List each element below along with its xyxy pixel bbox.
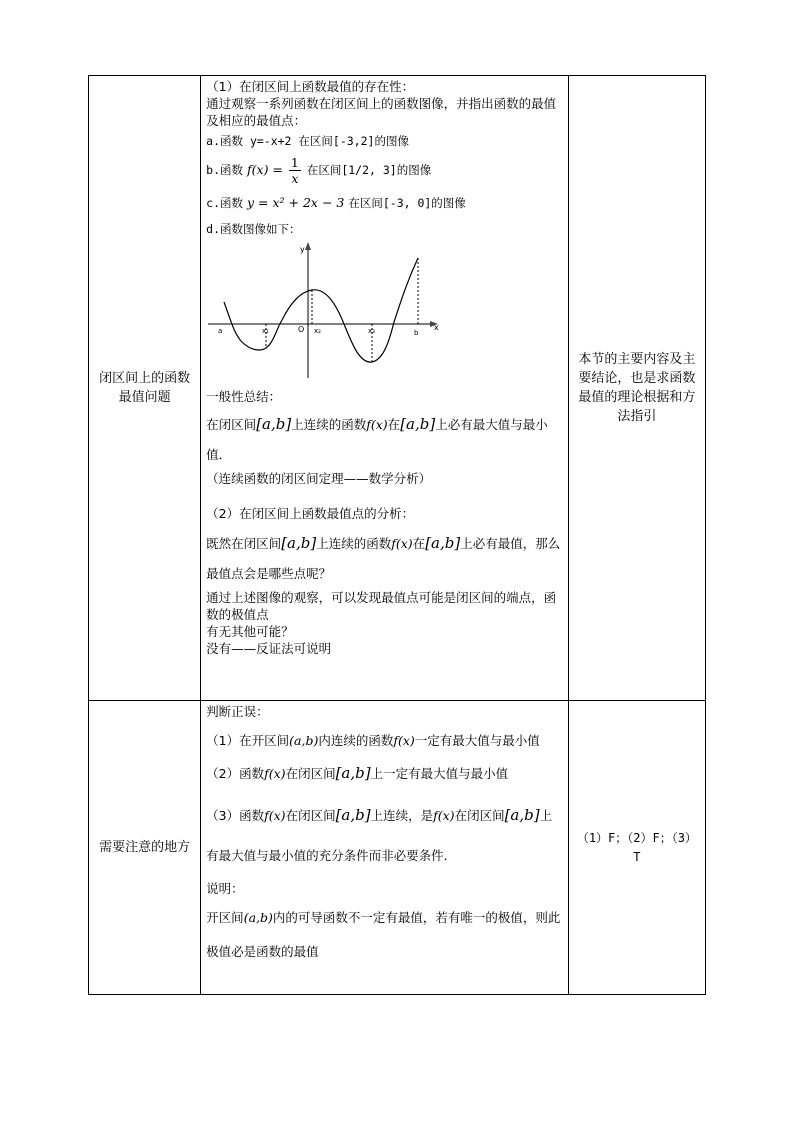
topic-cell xyxy=(89,701,201,995)
item-c-expr: y = x² + 2x − 3 xyxy=(247,195,345,210)
general-title: 一般性总结： xyxy=(206,389,282,404)
answer-cell xyxy=(568,701,705,995)
section-title: （2）在闭区间上函数最值点的分析： xyxy=(206,506,415,521)
fraction-den: x xyxy=(291,171,299,186)
text: 既然在闭区间 xyxy=(206,536,282,551)
function-graph xyxy=(206,238,446,386)
text: 在闭区间 xyxy=(454,808,505,823)
text: 在 xyxy=(387,417,401,432)
text: 在闭区间 xyxy=(285,766,336,781)
b-label: b xyxy=(414,329,419,337)
topic-text: 闭区间上的函数最值问题 xyxy=(99,371,191,405)
function-curve xyxy=(224,258,418,362)
general-note: （连续函数的闭区间定理——数学分析） xyxy=(206,471,432,486)
text: 在 xyxy=(412,536,426,551)
paragraph: 通过观察一系列函数在闭区间上的函数图像，并指出函数的最值及相应的最值点： xyxy=(206,96,557,128)
item-b-pre: b.函数 xyxy=(206,163,244,177)
text: 上有最大值与最小值的充分条件而非必要条件． xyxy=(206,808,553,863)
fx: f(x) xyxy=(264,808,286,823)
y-axis-arrow xyxy=(305,242,311,250)
a-label: a xyxy=(218,327,223,335)
interval-open: (a,b) xyxy=(289,733,319,748)
lesson-table xyxy=(88,75,706,995)
explain-title: 说明： xyxy=(206,881,244,896)
answer-text: （1）F；（2）F；（3）T xyxy=(576,830,697,864)
judge-title: 判断正误： xyxy=(206,704,269,719)
text: （2）函数 xyxy=(206,766,265,781)
item-c xyxy=(206,192,564,214)
content-cell xyxy=(201,76,569,701)
item-d xyxy=(206,220,564,238)
topic-text: 需要注意的地方 xyxy=(99,840,191,855)
origin-label: O xyxy=(298,325,305,334)
fx: f(x) xyxy=(393,733,415,748)
note-cell xyxy=(568,76,705,701)
text: 上一定有最大值与最小值 xyxy=(370,766,509,781)
s2-paragraph xyxy=(206,528,564,589)
fx: f(x) xyxy=(391,536,413,551)
section-title: （1）在闭区间上函数最值的存在性： xyxy=(206,79,415,94)
answer: 没有——反证法可说明 xyxy=(206,641,332,656)
y-label: y xyxy=(300,245,305,254)
text: （3）函数 xyxy=(206,808,265,823)
item-d-text: d.函数图像如下： xyxy=(206,222,301,236)
content-cell xyxy=(201,701,569,995)
text: 上连续的函数 xyxy=(291,417,367,432)
item-a xyxy=(206,132,564,150)
judge-item-2 xyxy=(206,758,564,789)
text: 一定有最大值与最小值 xyxy=(414,733,540,748)
interval-ab: [a,b] xyxy=(504,806,540,824)
note-text: 本节的主要内容及主要结论，也是求函数最值的理论根据和方法指引 xyxy=(578,352,696,424)
explain-text xyxy=(206,901,564,969)
item-c-pre: c.函数 xyxy=(206,196,244,210)
general-summary xyxy=(206,409,564,470)
x-label: x xyxy=(434,323,439,332)
text: 上连续的函数 xyxy=(316,536,392,551)
judge-item-3 xyxy=(206,795,564,876)
fx: f(x) xyxy=(264,766,286,781)
item-b xyxy=(206,152,564,188)
text: 内的可导函数不一定有最值，若有唯一的极值，则此极值必是函数的最值 xyxy=(206,910,561,959)
text: 开区间 xyxy=(206,910,244,925)
text: 在闭区间 xyxy=(285,808,336,823)
interval-open: (a,b) xyxy=(243,910,273,925)
text: （1）在开区间 xyxy=(206,733,290,748)
text: 上连续，是 xyxy=(370,808,434,823)
item-a-text: a.函数 y=-x+2 在区间[-3,2]的图像 xyxy=(206,134,409,148)
item-b-post: 在区间[1/2, 3]的图像 xyxy=(306,163,432,177)
fraction xyxy=(289,155,301,186)
item-c-post: 在区间[-3, 0]的图像 xyxy=(348,196,466,210)
text: 上必有最值，那么最值点会是哪些点呢？ xyxy=(206,536,561,581)
text: 在闭区间 xyxy=(206,417,257,432)
x2-label: x₂ xyxy=(314,327,322,335)
fx: f(x) xyxy=(366,417,388,432)
item-b-fx: f(x) = xyxy=(247,162,283,177)
x3-label: x₃ xyxy=(368,327,376,335)
fx: f(x) xyxy=(433,808,455,823)
observation: 通过上述图像的观察，可以发现最值点可能是闭区间的端点，函数的极值点 xyxy=(206,590,557,622)
interval-ab: [a,b] xyxy=(425,534,461,552)
interval-ab: [a,b] xyxy=(256,415,292,433)
interval-ab: [a,b] xyxy=(335,764,371,782)
judge-item-1 xyxy=(206,726,564,756)
interval-ab: [a,b] xyxy=(400,415,436,433)
table-row xyxy=(89,701,706,995)
question: 有无其他可能？ xyxy=(206,624,294,639)
interval-ab: [a,b] xyxy=(335,806,371,824)
table-row xyxy=(89,76,706,701)
interval-ab: [a,b] xyxy=(281,534,317,552)
topic-cell xyxy=(89,76,201,701)
fraction-num: 1 xyxy=(290,155,299,170)
text: 内连续的函数 xyxy=(318,733,394,748)
text: 上必有最大值与最小值． xyxy=(206,417,548,462)
x1-label: x₁ xyxy=(262,327,270,335)
